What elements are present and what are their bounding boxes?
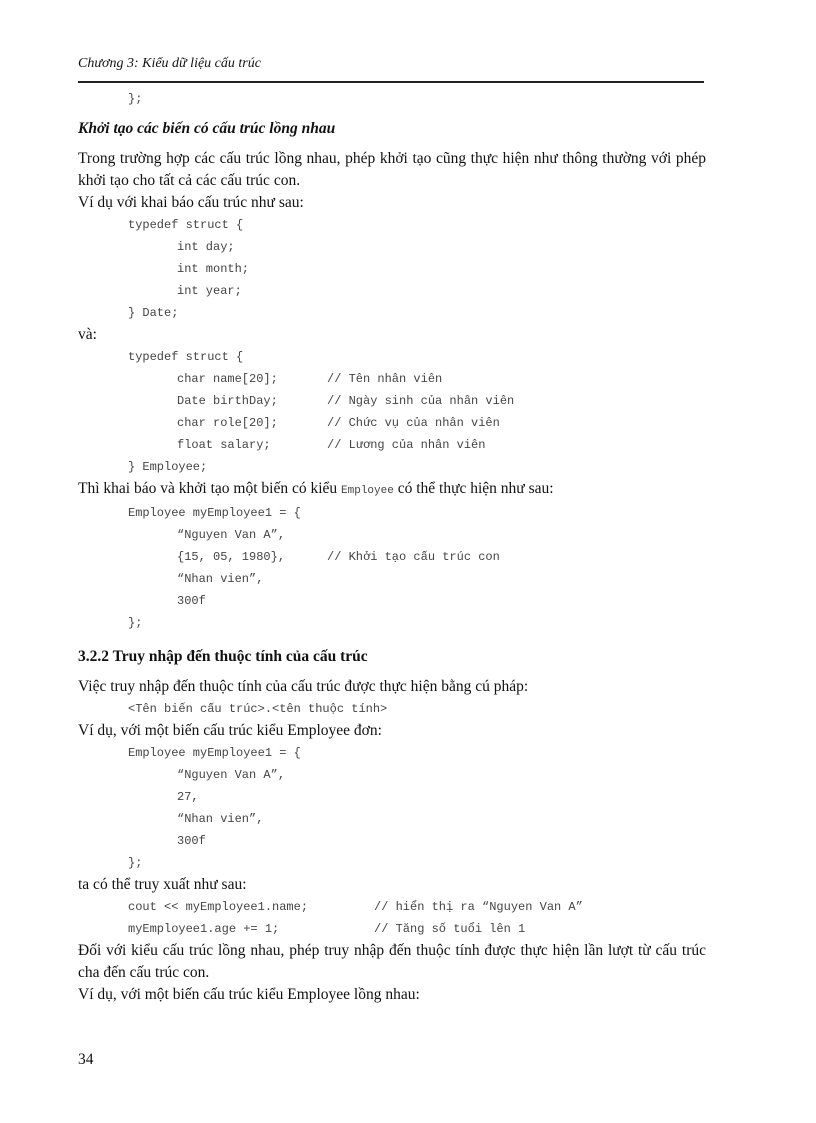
- code-line: “Nhan vien”,: [177, 812, 264, 826]
- chapter-header: Chương 3: Kiểu dữ liệu cấu trúc: [78, 56, 261, 71]
- code-line: [78, 896, 706, 918]
- code-line: };: [128, 92, 143, 106]
- code-line: int year;: [177, 284, 242, 298]
- code-line: } Employee;: [128, 460, 208, 474]
- code-comment: // Lương của nhân viên: [327, 438, 486, 452]
- code-text: Date birthDay;: [177, 394, 278, 408]
- code-line: } Date;: [128, 306, 179, 320]
- code-comment: // Ngày sinh của nhân viên: [327, 394, 515, 408]
- inline-code: Employee: [341, 485, 394, 497]
- code-line: [78, 918, 706, 940]
- code-comment: // Tên nhân viên: [327, 372, 443, 386]
- code-text: myEmployee1.age += 1;: [128, 922, 280, 936]
- code-comment: // Khởi tạo cấu trúc con: [327, 550, 500, 564]
- code-line: typedef struct {: [128, 350, 244, 364]
- section-heading-access: 3.2.2 Truy nhập đến thuộc tính của cấu trúc: [78, 648, 368, 665]
- code-line: [78, 412, 706, 434]
- code-line: “Nhan vien”,: [177, 572, 264, 586]
- code-line: };: [128, 616, 143, 630]
- code-line: [78, 434, 706, 456]
- code-line: [78, 390, 706, 412]
- code-line: int month;: [177, 262, 250, 276]
- text: có thể thực hiện như sau:: [393, 480, 554, 497]
- code-line: “Nguyen Van A”,: [177, 528, 286, 542]
- code-text: float salary;: [177, 438, 271, 452]
- paragraph: [78, 478, 706, 502]
- code-comment: // Tăng số tuổi lên 1: [374, 922, 526, 936]
- code-line: 300f: [177, 594, 206, 608]
- code-line: 300f: [177, 834, 206, 848]
- code-text: char name[20];: [177, 372, 278, 386]
- text: Thì khai báo và khởi tạo một biến có kiểu: [78, 480, 342, 497]
- code-text: cout << myEmployee1.name;: [128, 900, 309, 914]
- code-line: Employee myEmployee1 = {: [128, 746, 301, 760]
- code-text: char role[20];: [177, 416, 278, 430]
- code-line: 27,: [177, 790, 199, 804]
- paragraph: Việc truy nhập đến thuộc tính của cấu trúc được thực hiện bằng cú pháp:: [78, 678, 529, 695]
- header-rule: [78, 81, 704, 83]
- code-line: Employee myEmployee1 = {: [128, 506, 301, 520]
- code-line: [78, 546, 706, 568]
- code-comment: // Chức vụ của nhân viên: [327, 416, 500, 430]
- page-body: [78, 88, 706, 1006]
- code-line: };: [128, 856, 143, 870]
- code-comment: // hiển thị ra “Nguyen Van A”: [374, 900, 583, 914]
- paragraph: Trong trường hợp các cấu trúc lồng nhau, phép khởi tạo cũng thực hiện như thông thường với phép khởi tạo cho tất cả các cấu trúc con.: [78, 150, 706, 189]
- subheading-nested-init: Khởi tạo các biến có cấu trúc lồng nhau: [78, 120, 336, 137]
- code-line: “Nguyen Van A”,: [177, 768, 286, 782]
- syntax-line: <Tên biến cấu trúc>.<tên thuộc tính>: [128, 702, 388, 716]
- code-text: {15, 05, 1980},: [177, 550, 286, 564]
- page-number: 34: [78, 1051, 94, 1068]
- paragraph: Ví dụ với khai báo cấu trúc như sau:: [78, 194, 304, 211]
- paragraph: Đối với kiểu cấu trúc lồng nhau, phép truy nhập đến thuộc tính được thực hiện lần lượt từ cấu trúc cha đến cấu trúc con.: [78, 942, 706, 981]
- paragraph: Ví dụ, với một biến cấu trúc kiểu Employee đơn:: [78, 722, 382, 739]
- code-line: [78, 368, 706, 390]
- code-line: int day;: [177, 240, 235, 254]
- code-line: typedef struct {: [128, 218, 244, 232]
- paragraph: ta có thể truy xuất như sau:: [78, 876, 247, 893]
- paragraph: Ví dụ, với một biến cấu trúc kiểu Employee lồng nhau:: [78, 986, 420, 1003]
- paragraph: và:: [78, 326, 97, 343]
